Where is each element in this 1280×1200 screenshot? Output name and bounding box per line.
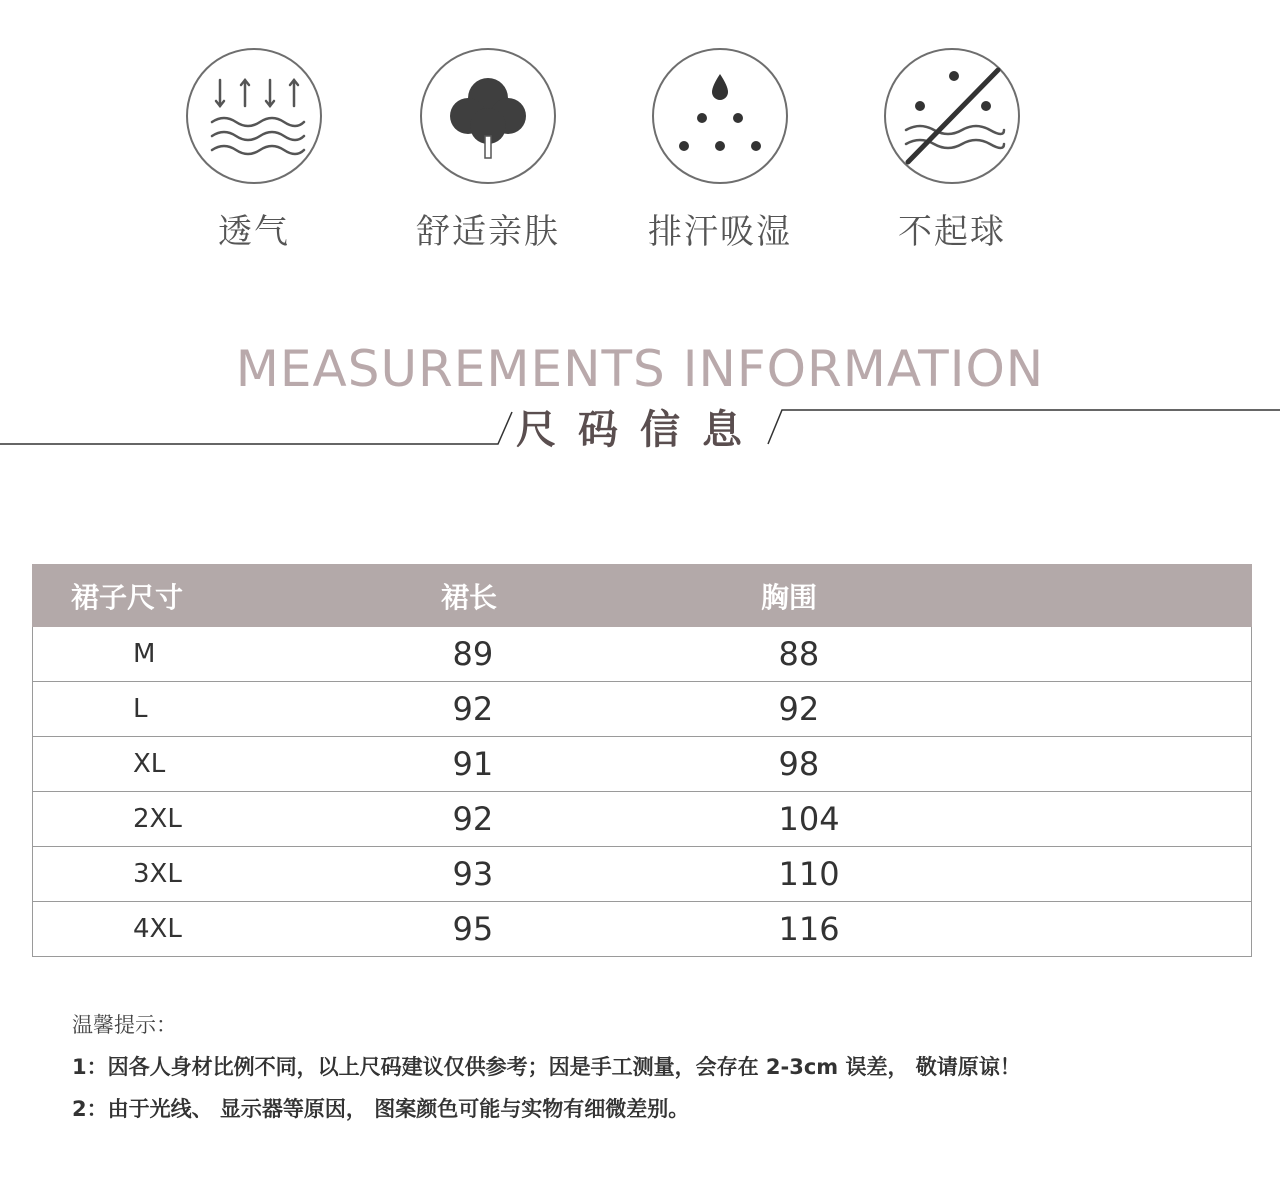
- measurements-heading: MEASUREMENTS INFORMATION: [235, 340, 1045, 398]
- feature-label: 舒适亲肤: [416, 212, 560, 252]
- feature-label: 透气: [218, 212, 290, 252]
- length-cell: 92: [293, 792, 613, 847]
- table-row: [33, 737, 1252, 792]
- chest-cell: 92: [613, 682, 1252, 737]
- header-chest: 胸围: [613, 565, 1252, 627]
- cotton-icon: [420, 48, 556, 184]
- size-info-heading: 尺码信息: [516, 407, 764, 453]
- table-row: [33, 627, 1252, 682]
- size-cell: 3XL: [33, 847, 293, 902]
- table-row: [33, 682, 1252, 737]
- length-cell: 91: [293, 737, 613, 792]
- tip-line: 1：因各人身材比例不同，以上尺码建议仅供参考；因是手工测量，会存在 2-3cm 误差， 敬请原谅！: [72, 1055, 1021, 1079]
- breathable-icon: [186, 48, 322, 184]
- table-header-row: [33, 565, 1252, 627]
- table-row: [33, 847, 1252, 902]
- sweat-absorb-icon: [652, 48, 788, 184]
- chest-cell: 104: [613, 792, 1252, 847]
- chest-cell: 116: [613, 902, 1252, 957]
- size-cell: L: [33, 682, 293, 737]
- size-cell: 4XL: [33, 902, 293, 957]
- chest-cell: 88: [613, 627, 1252, 682]
- length-cell: 93: [293, 847, 613, 902]
- feature-icons-row: [0, 0, 1280, 260]
- length-cell: 92: [293, 682, 613, 737]
- table-row: [33, 902, 1252, 957]
- size-cell: 2XL: [33, 792, 293, 847]
- chest-cell: 110: [613, 847, 1252, 902]
- tips-section: [72, 1004, 1252, 1130]
- tip-line: 2：由于光线、 显示器等原因， 图案颜色可能与实物有细微差别。: [72, 1097, 690, 1121]
- feature-cotton: [398, 48, 578, 253]
- size-cell: XL: [33, 737, 293, 792]
- feature-no-pilling: [862, 48, 1042, 253]
- feature-label: 不起球: [898, 212, 1006, 252]
- header-size: 裙子尺寸: [33, 565, 293, 627]
- size-chart-table: [32, 564, 1252, 957]
- feature-label: 排汗吸湿: [648, 212, 792, 252]
- length-cell: 95: [293, 902, 613, 957]
- header-length: 裙长: [293, 565, 613, 627]
- feature-breathable: [164, 48, 344, 253]
- length-cell: 89: [293, 627, 613, 682]
- tips-title: 温馨提示：: [72, 1013, 177, 1037]
- no-pilling-icon: [884, 48, 1020, 184]
- chest-cell: 98: [613, 737, 1252, 792]
- feature-sweat-absorb: [630, 48, 810, 253]
- table-row: [33, 792, 1252, 847]
- size-cell: M: [33, 627, 293, 682]
